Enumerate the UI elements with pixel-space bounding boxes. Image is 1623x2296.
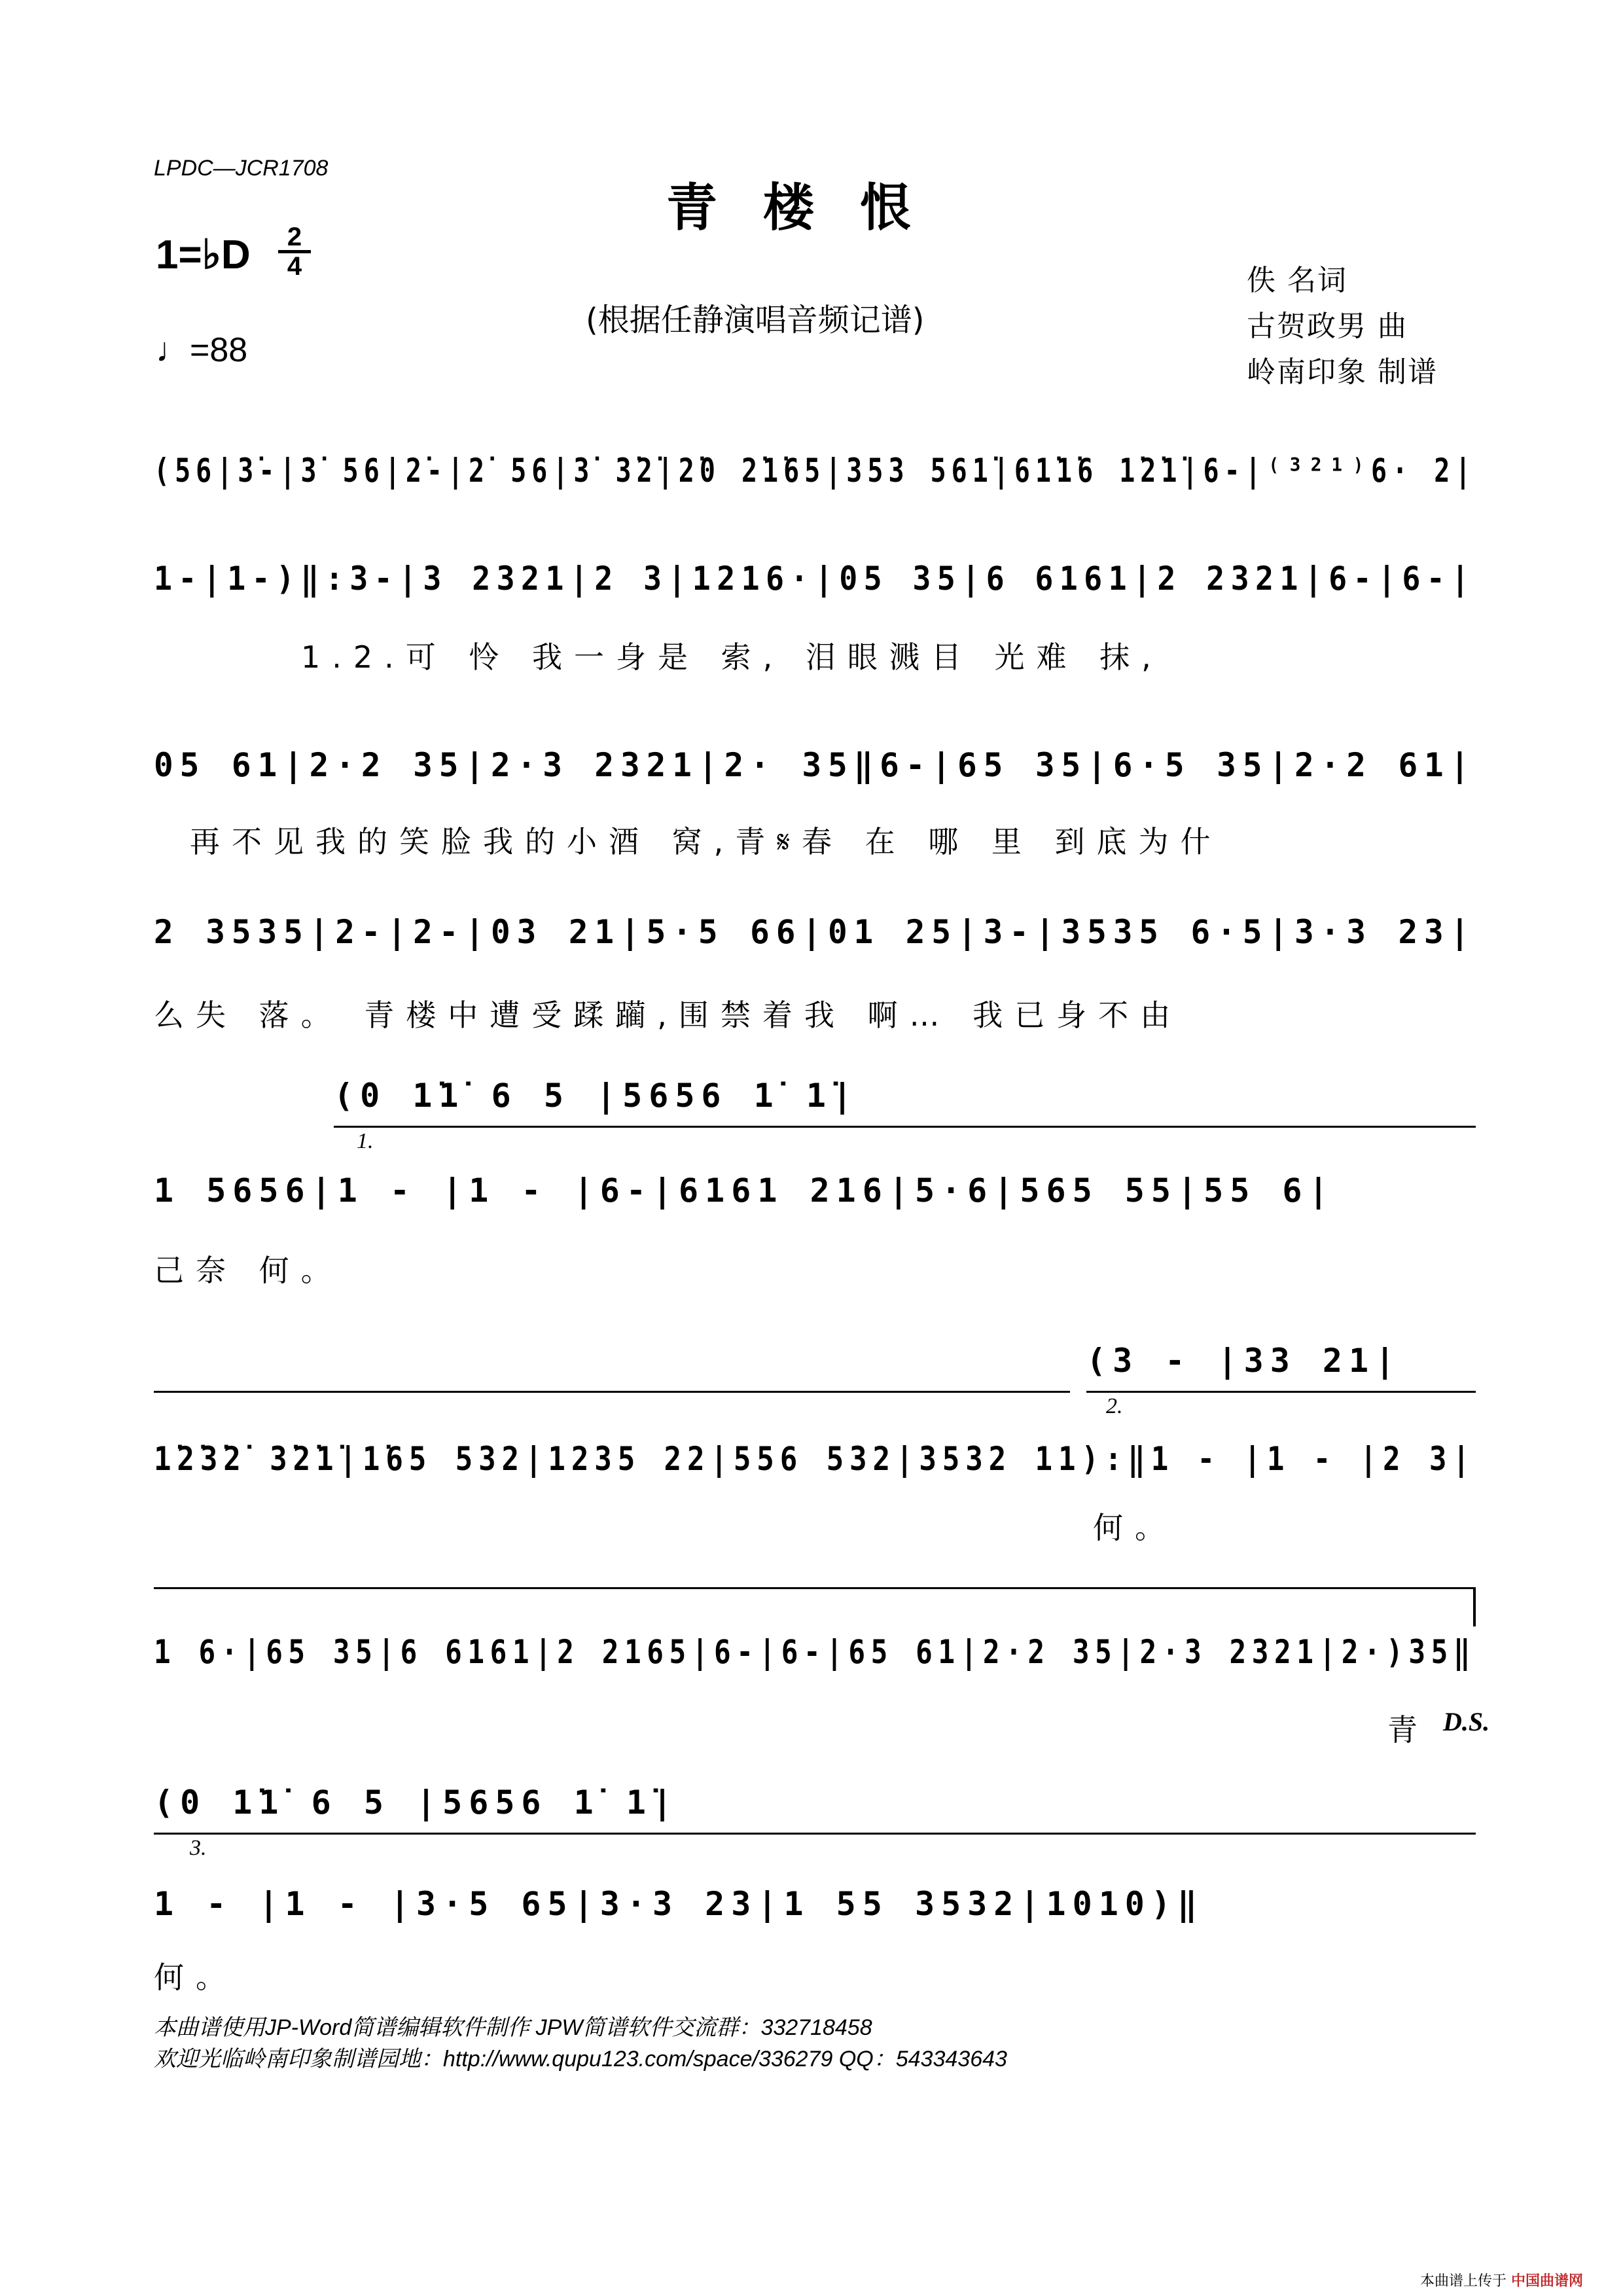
lyric-line-3: 再不见我的笑脸我的小酒 窝,青𝄋春 在 哪 里 到底为什 (190, 824, 1222, 859)
ending1-bracket (334, 1126, 1476, 1128)
ending2-bracket (1086, 1391, 1476, 1393)
score-system-8 (154, 1885, 1476, 1970)
key-signature: 1=♭D (156, 232, 251, 278)
credit-lyricist: 佚 名词 (1247, 264, 1347, 297)
ending2-instrumental: (3 - |33 21| (1086, 1342, 1402, 1380)
subtitle: (根据任静演唱音频记谱) (586, 302, 925, 338)
bar-end-tick (1473, 1587, 1476, 1626)
score-system-4 (154, 913, 1476, 998)
lyric-line-8: 何。 (154, 1960, 238, 1995)
meter-top: 2 (278, 224, 311, 253)
notation-line: 1 6·|65 35|6 6161|2 2165|6-|6-|65 61|2·2 35|2·3 2321|2·)35‖ (154, 1633, 1476, 1671)
repeat-staff-line (154, 1391, 1070, 1393)
notation-line: (56|3̇-|3̇ 56|2̇-|2̇ 56|3̇ 3̇2̇|2̇0 2̇1̇65|353 561̇|61̇1̇6 1̇2̇1̇|6-|⁽³²¹⁾6· 2| (154, 452, 1476, 490)
lyric-line-2: 1.2.可 怜 我一身是 索, 泪眼溅目 光难 抹, (301, 639, 1163, 675)
footer-line-1: 本曲谱使用JP-Word简谱编辑软件制作 JPW简谱软件交流群：332718458 (154, 2015, 872, 2040)
notation-line: 05 61|2·2 35|2·3 2321|2· 35‖6-|65 35|6·5 35|2·2 61| (154, 746, 1476, 784)
dal-segno-mark: D.S. (1443, 1707, 1490, 1736)
tempo-marking: ♩=88 (156, 331, 248, 369)
ds-lyric: 青 (1387, 1712, 1429, 1748)
score-system-1 (154, 452, 1476, 537)
ending1-label: 1. (357, 1129, 374, 1153)
score-system-6 (154, 1440, 1476, 1525)
score-system-7 (154, 1633, 1476, 1718)
notation-line: 1̇2̇3̇2̇ 3̇2̇1̇|1̇65 532|1235 22|556 532|3532 11):‖1 - |1 - |2 3| (154, 1440, 1476, 1478)
score-system-2 (154, 560, 1476, 645)
brand-name: 中国曲谱网 (1511, 2273, 1584, 2289)
ending3-instrumental: (0 1̇1̇ 6 5 |5656 1̇ 1̇| (154, 1784, 679, 1821)
footer-line-2: 欢迎光临岭南印象制谱园地：http://www.qupu123.com/space/336279 QQ：543343643 (154, 2047, 1007, 2072)
lyric-line-4: 么失 落。 青楼中遭受蹂躏,围禁着我 啊… 我已身不由 (154, 997, 1183, 1033)
brand-prefix: 本曲谱上传于 (1420, 2273, 1507, 2289)
song-title: 青楼恨 (666, 178, 957, 238)
time-signature (278, 224, 311, 279)
system7-top-line (154, 1587, 1476, 1589)
ending3-bracket (154, 1833, 1476, 1835)
score-code: LPDC—JCR1708 (154, 156, 329, 181)
credit-transcriber: 岭南印象 制谱 (1247, 355, 1438, 389)
ending2-lyric: 何。 (1093, 1510, 1177, 1545)
notation-line: 2 3535|2-|2-|03 21|5·5 66|01 25|3-|3535 6·5|3·3 23| (154, 913, 1476, 951)
credit-composer: 古贺政男 曲 (1247, 310, 1408, 343)
notation-line: 1 - |1 - |3·5 65|3·3 23|1 55 3532|1010)‖ (154, 1885, 1204, 1923)
notation-line: 1-|1-)‖:3-|3 2321|2 3|1216·|05 35|6 6161|2 2321|6-|6-| (154, 560, 1476, 598)
notation-line: 1 5656|1 - |1 - |6-|6161 216|5·6|565 55|55 6| (154, 1172, 1335, 1210)
meter-bottom: 4 (287, 252, 302, 281)
score-system-5 (154, 1172, 1476, 1257)
site-brand (1420, 2270, 1583, 2290)
lyric-line-5: 己奈 何。 (154, 1253, 343, 1288)
ending3-label: 3. (190, 1836, 207, 1860)
ending1-instrumental: (0 1̇1̇ 6 5 |5656 1̇ 1̇| (334, 1077, 859, 1115)
ending2-label: 2. (1106, 1394, 1123, 1418)
